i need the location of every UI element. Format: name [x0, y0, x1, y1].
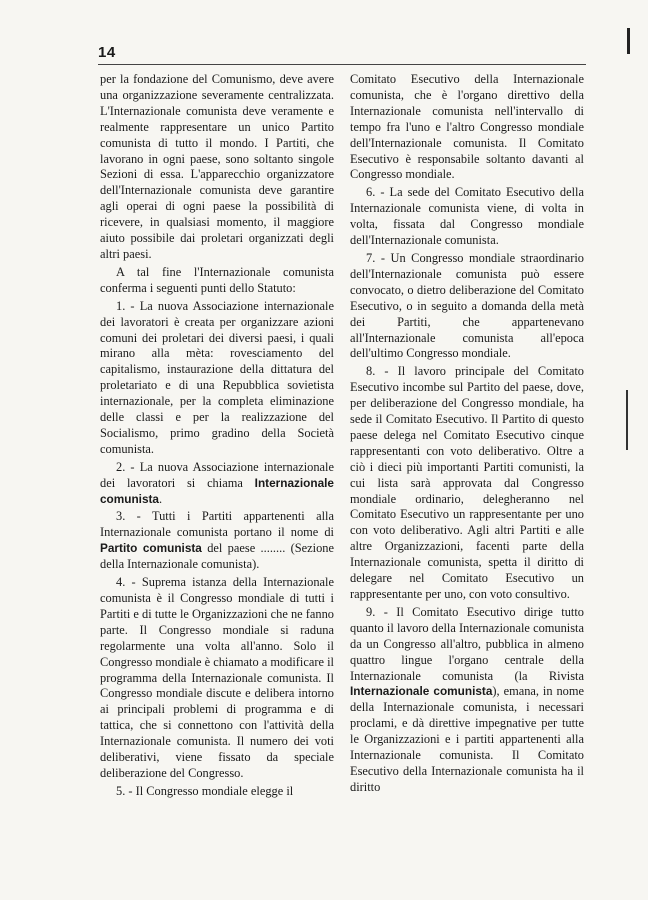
- left-column: [100, 72, 334, 802]
- paragraph: [350, 605, 584, 796]
- paragraph-text: 3. - Tutti i Partiti appartenenti alla Internazionale comunista portano il nome di: [100, 509, 334, 540]
- paragraph-text: ), emana, in nome della Internazionale comunista, i necessari proclami, e dà direttive impegnative per tutte le Organizzazioni e i partiti appartenenti alla Internazionale comunista. Il Comitato Esecutivo della Internazionale comunista ha il diritto: [350, 684, 584, 794]
- paragraph: 1. - La nuova Associazione internazionale dei lavoratori è creata per organizzare azioni comuni dei proletari dei diversi paesi, i quali mirano alla mèta: rovesciamento del capitalismo, instaurazione della dittatura del proletariato e di una Repubblica sovietista internazionale, per la completa eliminazione delle classi e per la realizzazione del Socialismo, primo gradino della Società comunista.: [100, 298, 334, 456]
- right-column: [350, 72, 584, 798]
- paragraph: A tal fine l'Internazionale comunista conferma i seguenti punti dello Statuto:: [100, 264, 334, 295]
- paragraph-text: del paese ........ (Sezione della Internazionale comunista).: [100, 541, 334, 572]
- header-rule: [98, 64, 586, 65]
- paragraph: 7. - Un Congresso mondiale straordinario dell'Internazionale comunista può essere convocato, o dietro deliberazione del Comitato Esecutivo, o in seguito a domanda della metà dei Partiti, che appartenevano all'Internazionale comunista all'epoca dell'ultimo Congresso mondiale.: [350, 250, 584, 361]
- paragraph: Comitato Esecutivo della Internazionale comunista, che è l'organo direttivo della Internazionale comunista nell'intervallo di tempo fra l'uno e l'altro Congresso mondiale dell'Internazionale comunista. Il Comitato Esecutivo è responsabile soltanto davanti al Congresso mondiale.: [350, 72, 584, 182]
- paragraph-text: 2. - La nuova Associazione internazionale dei lavoratori si chiama: [100, 459, 334, 490]
- paragraph: 6. - La sede del Comitato Esecutivo della Internazionale comunista viene, di volta in volta, fissata dal Congresso mondiale dell'Internazionale comunista.: [350, 185, 584, 248]
- paragraph: 5. - Il Congresso mondiale elegge il: [116, 783, 294, 798]
- paragraph: [100, 509, 334, 573]
- paragraph: [100, 460, 334, 508]
- paragraph-text: .: [159, 491, 163, 506]
- bold-title: Internazionale comunista: [350, 684, 493, 699]
- bold-title: Internazionale comunista: [100, 475, 334, 506]
- bold-title: Partito comunista: [100, 541, 202, 556]
- paragraph: per la fondazione del Comunismo, deve avere una organizzazione severamente centralizzata. L'Internazionale comunista deve veramente e realmente rappresentare un unico Partito comunista di tutto il mondo. I Partiti, che lavorano in ogni paese, sono soltanto singole Sezioni di essa. L'apparecchio organizzatore dell'Internazionale comunista deve garantire agli operai di ogni paese la possibilità di ricevere, in qualsiasi momento, il maggiore aiuto possibile dai proletari organizzati degli altri paesi.: [100, 72, 334, 261]
- paragraph: 8. - Il lavoro principale del Comitato Esecutivo incombe sul Partito del paese, dove, per deliberazione del Congresso mondiale, ha sede il Comitato Esecutivo. Il Partito di questo paese delega nel Comitato Esecutivo cinque rappresentanti con voto deliberativo. Oltre a ciò i dieci più importanti Partiti comunisti, la cui lista sarà approvata dal Congresso mondiale ordinario, delegheranno nel Comitato Esecutivo un rappresentante per uno con voto deliberativo. Agli altri Partiti e alle altre Organizzazioni, facenti parte della Internazionale comunista, spetta il diritto di delegare nel Comitato Esecutivo un rappresentante per uno, con voto consultivo.: [350, 364, 584, 601]
- page-number: 14: [98, 44, 116, 61]
- paragraph: 4. - Suprema istanza della Internazionale comunista è il Congresso mondiale di tutti i Partiti e di tutte le Organizzazioni che ne fanno parte. Il Congresso mondiale si raduna regolarmente una volta all'anno. Solo il Congresso mondiale è chiamato a modificare il programma della Internazionale comunista. Il Congresso mondiale discute e delibera intorno ai principali problemi di programma e di tattica, che si connettono con l'attività della Internazionale comunista. Il numero dei voti deliberativi, viene fissato da speciale deliberazione del Congresso.: [100, 575, 334, 780]
- paragraph-text: 9. - Il Comitato Esecutivo dirige tutto quanto il lavoro della Internazionale comunista da un Congresso all'altro, pubblica in almeno quattro lingue l'organo centrale della Internazionale comunista (la Rivista: [350, 604, 584, 683]
- scan-edge-mark-lower: [626, 390, 628, 450]
- scan-edge-mark: [627, 28, 630, 54]
